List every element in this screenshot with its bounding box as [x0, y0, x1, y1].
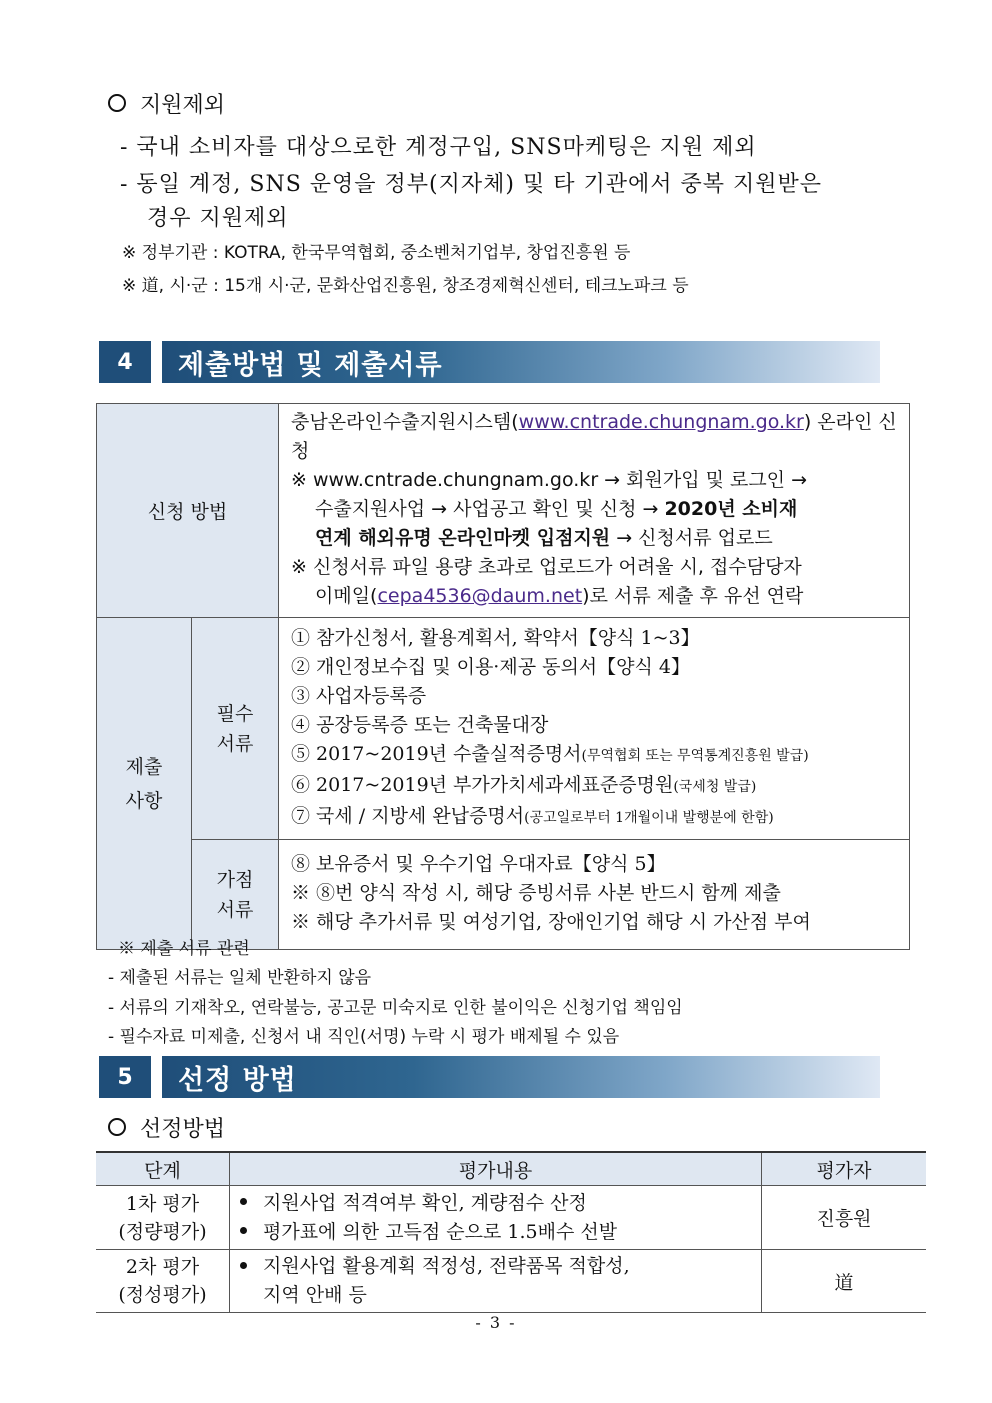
apply-line-4: 연계 해외유명 온라인마켓 입점지원 → 신청서류 업로드: [315, 527, 773, 549]
page-number: - 3 -: [475, 1313, 517, 1332]
section-5-number: 5: [99, 1056, 151, 1098]
bonus-docs-row: [97, 840, 910, 950]
apply-line-5: ※ 신청서류 파일 용량 초과로 업로드가 어려울 시, 접수담당자: [291, 556, 802, 578]
email-link[interactable]: cepa4536@daum.net: [377, 585, 583, 607]
bonus-item: ⑧ 보유증서 및 우수기업 우대자료【양식 5】: [291, 853, 666, 875]
section-4-number: 4: [99, 341, 151, 383]
section-4-title: 제출방법 및 제출서류: [162, 341, 880, 383]
exclusion-note-1: ※ 정부기관 : KOTRA, 한국무역협회, 중소벤처기업부, 창업진흥원 등: [122, 243, 631, 263]
selection-header-row: [96, 1152, 926, 1186]
evaluation-content: 지원사업 활용계획 적정성, 전략품목 적합성, 지역 안배 등: [230, 1250, 762, 1313]
hollow-circle-icon: [108, 1118, 126, 1136]
bullet-icon: [240, 1262, 247, 1269]
exclusion-line-1: - 국내 소비자를 대상으로한 계정구입, SNS마케팅은 지원 제외: [120, 135, 757, 160]
submission-note: - 제출된 서류는 일체 반환하지 않음: [108, 968, 372, 988]
submission-note-heading: ※ 제출 서류 관련: [118, 939, 250, 959]
submit-items-label: 제출 사항: [97, 618, 192, 950]
bonus-docs-label: 가점 서류: [192, 840, 279, 950]
required-item: ② 개인정보수집 및 이용·제공 동의서【양식 4】: [291, 656, 690, 678]
required-item: ⑦ 국세 / 지방세 완납증명서(공고일로부터 1개월이내 발행분에 한함): [291, 805, 774, 827]
section-5-title: 선정 방법: [162, 1056, 880, 1098]
apply-line-3: 수출지원사업 → 사업공고 확인 및 신청 → 2020년 소비재: [315, 498, 798, 520]
required-item: ⑤ 2017~2019년 수출실적증명서(무역협회 또는 무역통계진흥원 발급): [291, 743, 809, 765]
required-docs-label: 필수 서류: [192, 618, 279, 840]
required-item: ④ 공장등록증 또는 건축물대장: [291, 714, 549, 736]
bullet-icon: [240, 1227, 247, 1234]
submission-note: - 서류의 기재착오, 연락불능, 공고문 미숙지로 인한 불이익은 신청기업 책임임: [108, 998, 683, 1018]
stage-cell: 2차 평가 (정성평가): [96, 1250, 230, 1313]
required-item: ① 참가신청서, 활용계획서, 확약서【양식 1~3】: [291, 627, 700, 649]
cntrade-link[interactable]: www.cntrade.chungnam.go.kr: [518, 411, 804, 433]
apply-line-2: ※ www.cntrade.chungnam.go.kr → 회원가입 및 로그인 →: [291, 469, 807, 491]
bonus-item: ※ 해당 추가서류 및 여성기업, 장애인기업 해당 시 가산점 부여: [291, 911, 811, 933]
exclusion-line-2: - 동일 계정, SNS 운영을 정부(지자체) 및 타 기관에서 중복 지원받은: [120, 172, 822, 197]
hollow-circle-icon: [108, 94, 126, 112]
selection-table: [96, 1151, 926, 1313]
submission-note: - 필수자료 미제출, 신청서 내 직인(서명) 누락 시 평가 배제될 수 있음: [108, 1027, 620, 1047]
apply-method-row: [97, 404, 910, 618]
apply-line-1: 충남온라인수출지원시스템(www.cntrade.chungnam.go.kr) 온라인 신청: [291, 411, 897, 462]
required-docs-row: [97, 618, 910, 840]
evaluator-cell: 道: [762, 1250, 927, 1313]
evaluation-content: 지원사업 적격여부 확인, 계량점수 산정 평가표에 의한 고득점 순으로 1.5배수 선발: [230, 1186, 762, 1250]
bonus-item: ※ ⑧번 양식 작성 시, 해당 증빙서류 사본 반드시 함께 제출: [291, 882, 781, 904]
exclusion-heading: 지원제외: [108, 88, 225, 119]
exclusion-line-3: 경우 지원제외: [147, 206, 289, 231]
header-evaluator: 평가자: [762, 1152, 927, 1186]
required-item: ⑥ 2017~2019년 부가가치세과세표준증명원(국세청 발급): [291, 774, 757, 796]
bonus-docs-list: [279, 840, 910, 950]
selection-row: [96, 1186, 926, 1250]
stage-cell: 1차 평가 (정량평가): [96, 1186, 230, 1250]
selection-heading: 선정방법: [108, 1112, 225, 1143]
evaluator-cell: 진흥원: [762, 1186, 927, 1250]
apply-method-content: [279, 404, 910, 618]
header-content: 평가내용: [230, 1152, 762, 1186]
required-item: ③ 사업자등록증: [291, 685, 427, 707]
bullet-icon: [240, 1198, 247, 1205]
selection-row: [96, 1250, 926, 1313]
header-stage: 단계: [96, 1152, 230, 1186]
apply-line-6: 이메일(cepa4536@daum.net)로 서류 제출 후 유선 연락: [315, 585, 804, 607]
required-docs-list: [279, 618, 910, 840]
exclusion-note-2: ※ 道, 시·군 : 15개 시·군, 문화산업진흥원, 창조경제혁신센터, 테크노파크 등: [122, 276, 689, 296]
apply-method-label: 신청 방법: [97, 404, 279, 618]
submission-table: [96, 403, 910, 950]
